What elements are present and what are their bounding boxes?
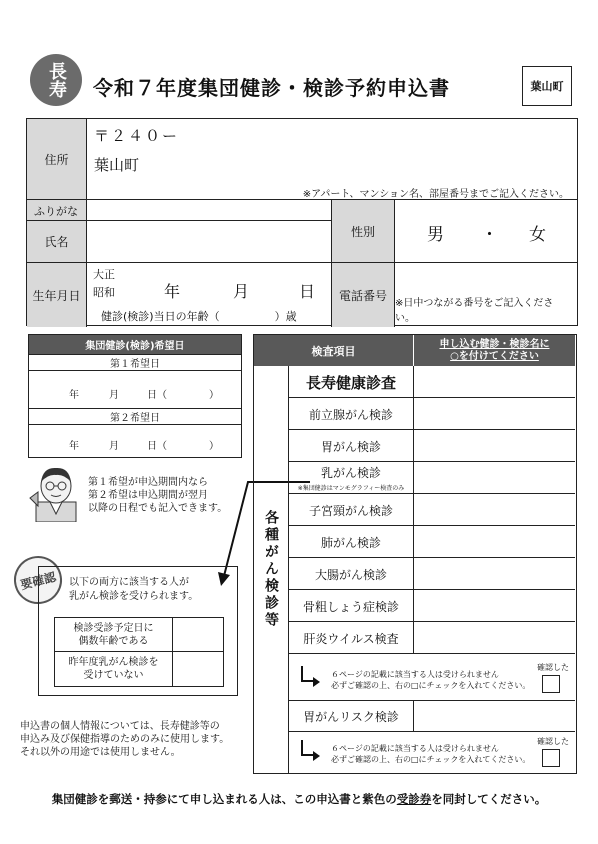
postal-code: 〒２４０ー xyxy=(94,127,180,145)
date-note-line3: 以降の日程でも記入できます。 xyxy=(88,503,228,514)
badge-text: 長寿 xyxy=(46,62,67,98)
name-input[interactable] xyxy=(87,221,332,263)
confirm-text-b xyxy=(331,743,530,765)
date-note-line1: 第１希望が申込期間内なら xyxy=(88,477,208,488)
confirm-checkbox-a[interactable] xyxy=(542,675,560,693)
confirm-checkbox-b[interactable] xyxy=(542,749,560,767)
exam-row xyxy=(289,398,575,430)
dob-label: 生年月日 xyxy=(32,288,81,303)
date2-day: 日（ xyxy=(147,441,167,452)
confirm-arrow-a xyxy=(301,666,313,682)
apply-cell[interactable] xyxy=(414,558,575,590)
gender-label: 性別 xyxy=(350,224,375,239)
confirm-arrow-b xyxy=(301,740,313,756)
apply-col-header xyxy=(414,335,575,366)
confirm-block-risk xyxy=(289,732,575,773)
condition-1 xyxy=(55,618,173,652)
apply-cell[interactable] xyxy=(414,398,575,430)
cancer-screening-side-label xyxy=(254,366,289,773)
exam-name-text: 肝炎ウイルス検査 xyxy=(303,631,399,646)
preferred-dates-table xyxy=(28,334,242,458)
exam-name-text: 骨粗しょう症検診 xyxy=(302,599,399,614)
exam-name xyxy=(289,366,414,398)
condition-1b: 偶数年齢である xyxy=(78,635,149,647)
apply-cell[interactable] xyxy=(414,590,575,622)
mammography-note: ※集団健診はマンモグラフィー検査のみ xyxy=(297,485,405,492)
condition-line2: 乳がん検診を受けられます。 xyxy=(69,591,199,602)
apply-cell[interactable] xyxy=(414,430,575,462)
privacy-line3: それ以外の用途では使用しません。 xyxy=(20,747,181,758)
exam-col-header-text: 検査項目 xyxy=(311,344,356,358)
exam-name xyxy=(289,430,414,462)
date2-close: ） xyxy=(209,441,219,452)
confirm-label-b: 確認した xyxy=(537,737,569,746)
exam-name xyxy=(289,462,414,494)
exam-name-text: 子宮頸がん検診 xyxy=(308,503,393,518)
confirm-arrowhead-b xyxy=(313,751,320,761)
apply-cell[interactable] xyxy=(414,366,575,398)
dob-year-unit: 年 xyxy=(164,282,181,301)
furigana-label: ふりがな xyxy=(34,205,78,218)
exam-name-text: 前立腺がん検診 xyxy=(308,407,393,422)
footer-instruction xyxy=(0,791,598,807)
exam-row xyxy=(289,590,575,622)
exam-row xyxy=(289,558,575,590)
phone-note: ※日中つながる番号をご記入ください。 xyxy=(395,298,554,324)
dates-header-text: 集団健診(検診)希望日 xyxy=(85,341,185,352)
dob-month-unit: 月 xyxy=(233,282,250,301)
exam-name xyxy=(289,558,414,590)
first-choice-text: 第１希望日 xyxy=(110,359,160,370)
confirm-text-a1: ６ページの記載に該当する人は受けられません xyxy=(331,670,499,679)
second-choice-date[interactable] xyxy=(29,425,241,457)
address-label: 住所 xyxy=(44,152,69,167)
exam-row xyxy=(289,526,575,558)
gender-separator: ・ xyxy=(481,225,498,245)
exam-row xyxy=(289,430,575,462)
exam-name xyxy=(289,526,414,558)
privacy-note xyxy=(20,720,229,759)
address-value: 葉山町 xyxy=(94,156,140,174)
phone-label: 電話番号 xyxy=(338,288,387,303)
date2-year: 年 xyxy=(69,441,79,452)
exam-name xyxy=(289,494,414,526)
side-label-text: 各種がん検診等 xyxy=(263,510,279,629)
apply-col-header-b: ○を付けてください xyxy=(450,350,539,362)
footer-text-underlined: 受診券 xyxy=(396,792,432,806)
second-choice-label xyxy=(29,408,241,425)
apply-col-header-a: 申し込む健診・検診名に xyxy=(439,338,550,350)
confirm-arrowhead-a xyxy=(313,677,320,687)
exam-row xyxy=(289,622,575,654)
exam-name-text: 肺がん検診 xyxy=(320,535,381,550)
second-choice-text: 第２希望日 xyxy=(110,413,160,424)
date1-day: 日（ xyxy=(147,390,167,401)
confirm-text-a xyxy=(331,669,530,691)
condition-2b: 受けていない xyxy=(83,670,144,681)
apply-cell[interactable] xyxy=(414,494,575,526)
name-label: 氏名 xyxy=(44,235,69,249)
date1-year: 年 xyxy=(69,390,79,401)
date1-close: ） xyxy=(209,390,219,401)
furigana-label-cell xyxy=(27,200,87,221)
phone-input[interactable] xyxy=(395,263,577,327)
condition-1-check[interactable] xyxy=(173,618,223,652)
age-note: 健診(検診)当日の年齢（ ）歳 xyxy=(101,310,297,323)
address-label-cell xyxy=(27,119,87,200)
gender-field xyxy=(395,200,577,263)
phone-label-cell xyxy=(332,263,395,327)
first-choice-date[interactable] xyxy=(29,371,241,408)
date2-month: 月 xyxy=(109,441,119,452)
exam-row xyxy=(289,494,575,526)
furigana-input[interactable] xyxy=(87,200,332,221)
exam-name-text: 長寿健康診査 xyxy=(305,373,396,392)
apply-cell[interactable] xyxy=(414,622,575,654)
breast-exam-condition-box xyxy=(38,566,238,696)
exam-name xyxy=(289,398,414,430)
condition-1a: 検診受診予定日に xyxy=(73,622,154,634)
exam-row xyxy=(289,366,575,398)
exam-name xyxy=(289,622,414,654)
exam-name-text: 乳がん検診 xyxy=(320,466,381,480)
era-taisho: 大正 xyxy=(93,268,115,281)
confirm-label-a: 確認した xyxy=(537,663,569,672)
town-label: 葉山町 xyxy=(530,80,564,93)
apply-cell[interactable] xyxy=(414,462,575,494)
era-showa: 昭和 xyxy=(93,286,115,299)
confirm-text-b1: ６ページの記載に該当する人は受けられません xyxy=(331,744,499,753)
exam-name xyxy=(289,590,414,622)
date-note-line2: 第２希望は申込期間が翌月 xyxy=(88,490,208,501)
privacy-line2: 申込み及び保健指導のためのみに使用します。 xyxy=(20,734,230,745)
doctor-illustration xyxy=(28,462,84,522)
exam-col-header xyxy=(254,335,414,366)
dob-field[interactable] xyxy=(87,263,332,327)
condition-intro xyxy=(69,576,198,604)
exam-row-risk xyxy=(289,701,575,732)
exam-name-risk xyxy=(289,701,414,732)
condition-2a: 昨年度乳がん検診を xyxy=(68,657,159,668)
apply-cell-risk[interactable] xyxy=(414,701,575,732)
stamp-text: 要確認 xyxy=(18,569,58,592)
condition-line1: 以下の両方に該当する人が xyxy=(69,577,189,588)
condition-table xyxy=(54,617,224,687)
first-choice-label xyxy=(29,354,241,371)
gender-label-cell xyxy=(332,200,395,263)
condition-2 xyxy=(55,652,173,686)
gender-female[interactable]: 女 xyxy=(529,225,546,245)
applicant-form xyxy=(26,118,578,326)
exam-name-text: 大腸がん検診 xyxy=(314,567,387,582)
exam-name-text: 胃がん検診 xyxy=(320,439,381,454)
exam-row xyxy=(289,462,575,494)
footer-text-a: 集団健診を郵送・持参にて申し込まれる人は、この申込書と紫色の xyxy=(51,792,397,806)
longevity-badge xyxy=(30,54,82,106)
address-note: ※アパート、マンション名、部屋番号までご記入ください。 xyxy=(302,189,569,200)
page-title: 令和７年度集団健診・検診予約申込書 xyxy=(93,76,450,100)
address-field[interactable] xyxy=(87,119,577,200)
dob-day-unit: 日 xyxy=(299,282,316,301)
dob-label-cell xyxy=(27,263,87,327)
privacy-line1: 申込書の個人情報については、長寿健診等の xyxy=(20,721,220,732)
town-box xyxy=(522,66,572,106)
confirm-text-a2: 必ずご確認の上、右の□にチェックを入れてください。 xyxy=(331,681,531,690)
risk-item-text: 胃がんリスク検診 xyxy=(303,710,399,724)
name-label-cell xyxy=(27,221,87,263)
confirm-text-b2: 必ずご確認の上、右の□にチェックを入れてください。 xyxy=(331,755,531,764)
confirm-block-liver xyxy=(289,658,575,701)
dates-header xyxy=(29,335,241,354)
gender-male[interactable]: 男 xyxy=(427,225,444,245)
apply-cell[interactable] xyxy=(414,526,575,558)
footer-text-b: を同封してください。 xyxy=(431,792,547,806)
date1-month: 月 xyxy=(109,390,119,401)
condition-2-check[interactable] xyxy=(173,652,223,686)
exam-table xyxy=(253,334,577,774)
